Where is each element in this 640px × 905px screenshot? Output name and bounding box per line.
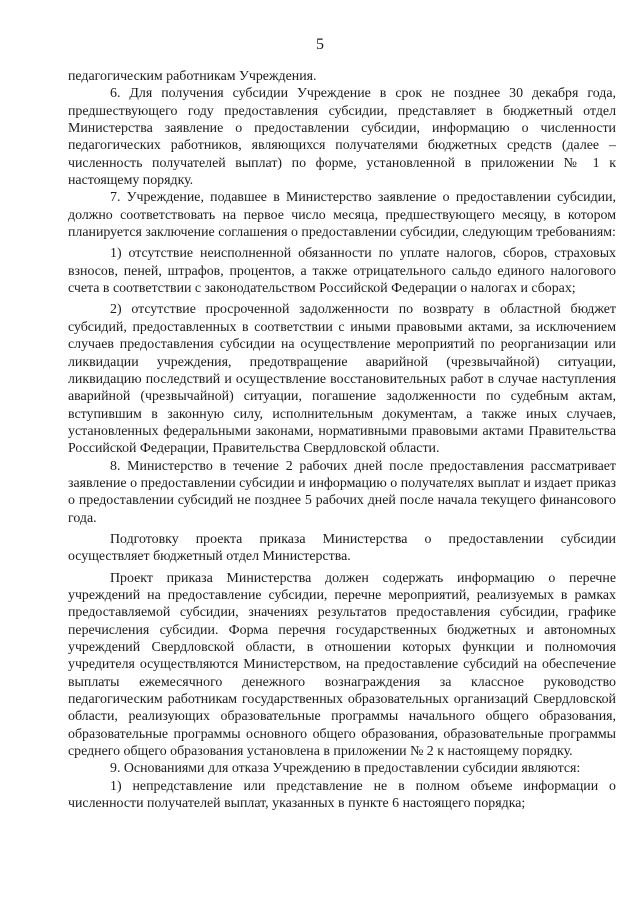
paragraph-clause-7-item-2: 2) отсутствие просроченной задолженности по возврату в областной бюджет субсидий, предоставленных в соответствии с иными правовыми актами, за исключением случаев предоставления субсидии на осуществление мероприятий по реорганизации или ликвидации учреждения, предотвращение аварийной (чрезвычайной) ситуации, ликвидацию последствий и осуществление восстановительных работ в случае наступления аварийной (чрезвычайной) ситуации, погашение задолженности по судебным актам, вступившим в законную силу, исполнительным документам, а также иных случаев, установленных федеральными законами, нормативными правовыми актами Правительства Российской Федерации, Правительства Свердловской области.	[68, 302, 616, 457]
paragraph-clause-8-order-content: Проект приказа Министерства должен содержать информацию о перечне учреждений на предоставление субсидии, перечне мероприятий, реализуемых в рамках предоставляемой субсидии, значениях результатов предоставления субсидии, графике перечисления субсидии. Форма перечня государственных бюджетных и автономных учреждений Свердловской области, в отношении которых функции и полномочия учредителя осуществляются Министерством, на предоставление субсидий на обеспечение выплаты ежемесячного денежного вознаграждения за классное руководство педагогическим работникам государственных образовательных организаций Свердловской области, реализующих образовательные программы начального общего образования, образовательные программы основного общего образования, образовательные программы среднего общего образования установлена в приложении № 2 к настоящему порядку.	[68, 570, 616, 760]
paragraph-clause-7: 7. Учреждение, подавшее в Министерство заявление о предоставлении субсидии, должно соответствовать на первое число месяца, предшествующего месяцу, в котором планируется заключение соглашения о предоставлении субсидии, следующим требованиям:	[68, 190, 616, 241]
paragraph-clause-6: 6. Для получения субсидии Учреждение в срок не позднее 30 декабря года, предшествующего году предоставления субсидии, представляет в бюджетный отдел Министерства заявление о предоставлении субсидии, информацию о численности педагогических работников, являющихся получателями бюджетных средств (далее – численность получателей выплат) по форме, установленной в приложении № 1 к настоящему порядку.	[68, 86, 616, 189]
paragraph-clause-9-item-1: 1) непредставление или представление не в полном объеме информации о численности получателей выплат, указанных в пункте 6 настоящего порядка;	[68, 778, 616, 812]
paragraph-clause-8: 8. Министерство в течение 2 рабочих дней после предоставления рассматривает заявление о предоставлении субсидии и информацию о получателях выплат и издает приказ о предоставлении субсидий не позднее 5 рабочих дней после начала текущего финансового года.	[68, 458, 616, 526]
paragraph-clause-9: 9. Основаниями для отказа Учреждению в предоставлении субсидии являются:	[110, 761, 581, 777]
paragraph-continuation: педагогическим работникам Учреждения.	[68, 69, 317, 84]
page-number: 5	[316, 36, 324, 53]
document-body	[68, 68, 616, 812]
paragraph-clause-7-item-1: 1) отсутствие неисполненной обязанности по уплате налогов, сборов, страховых взносов, пеней, штрафов, процентов, а также отрицательного сальдо единого налогового счета в соответствии с законодательством Российской Федерации о налогах и сборах;	[68, 246, 616, 297]
paragraph-clause-8-preparation: Подготовку проекта приказа Министерства о предоставлении субсидии осуществляет бюджетный отдел Министерства.	[68, 531, 616, 565]
